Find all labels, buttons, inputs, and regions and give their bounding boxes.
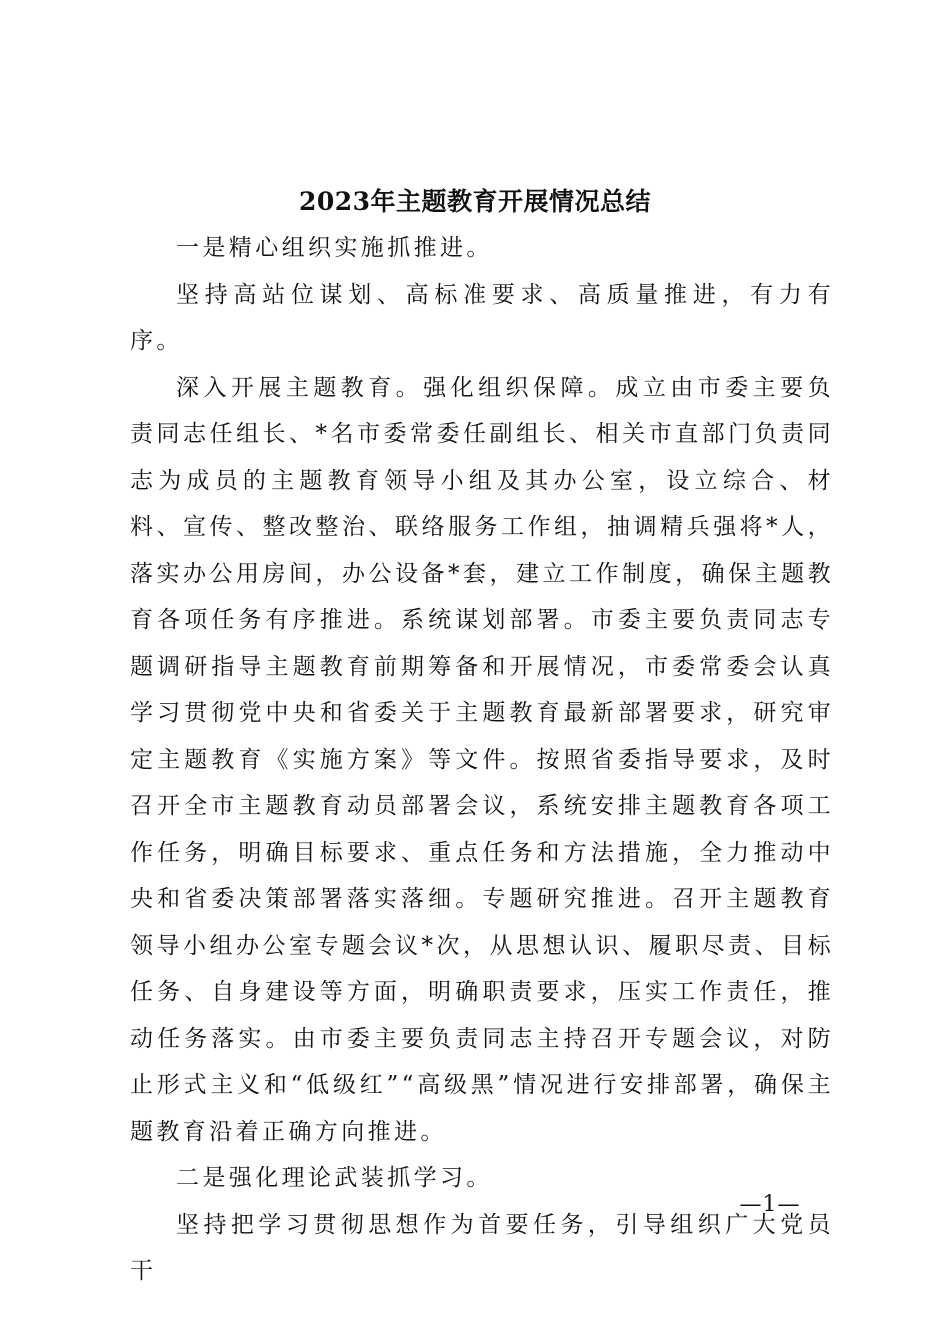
document-title: 2023年主题教育开展情况总结 — [298, 187, 652, 216]
paragraph-section-two-heading: 二是强化理论武装抓学习。 — [176, 1165, 493, 1191]
document-body — [130, 225, 834, 1295]
page-number: —1— — [739, 1192, 801, 1217]
paragraph-section-two-intro: 坚持把学习贯彻思想作为首要任务，引导组织广大党员干 — [130, 1211, 834, 1284]
paragraph-section-one-summary: 坚持高站位谋划、高标准要求、高质量推进，有力有序。 — [130, 281, 834, 354]
paragraph-section-one-detail: 深入开展主题教育。强化组织保障。成立由市委主要负责同志任组长、*名市委常委任副组长、相关市直部门负责同志为成员的主题教育领导小组及其办公室，设立综合、材料、宣传、整改整治、联络服务工作组，抽调精兵强将*人，落实办公用房间，办公设备*套，建立工作制度，确保主题教育各项任务有序推进。系统谋划部署。市委主要负责同志专题调研指导主题教育前期筹备和开展情况，市委常委会认真学习贯彻党中央和省委关于主题教育最新部署要求，研究审定主题教育《实施方案》等文件。按照省委指导要求，及时召开全市主题教育动员部署会议，系统安排主题教育各项工作任务，明确目标要求、重点任务和方法措施，全力推动中央和省委决策部署落实落细。专题研究推进。召开主题教育领导小组办公室专题会议*次，从思想认识、履职尽责、目标任务、自身建设等方面，明确职责要求，压实工作责任，推动任务落实。由市委主要负责同志主持召开专题会议，对防止形式主义和“低级红”“高级黑”情况进行安排部署，确保主题教育沿着正确方向推进。 — [130, 374, 834, 1145]
paragraph-section-one-heading: 一是精心组织实施抓推进。 — [176, 235, 493, 261]
